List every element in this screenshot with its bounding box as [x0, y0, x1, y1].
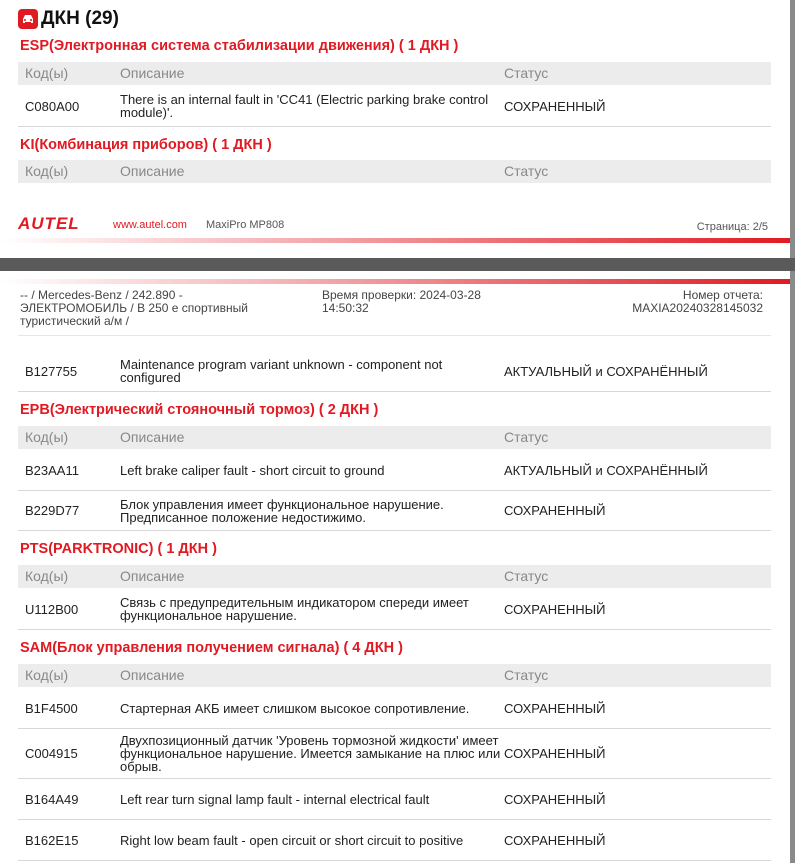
dtc-code: U112B00 — [25, 601, 79, 617]
header-code: Код(ы) — [25, 65, 69, 81]
dtc-description: Left brake caliper fault - short circuit to ground — [120, 462, 385, 478]
car-icon — [18, 9, 38, 29]
table-row — [18, 779, 771, 820]
table-header — [18, 664, 771, 687]
dtc-code: B162E15 — [25, 832, 79, 848]
dtc-status: СОХРАНЕННЫЙ — [504, 832, 606, 848]
table-row — [18, 820, 771, 861]
section-title-epb: EPB(Электрический стояночный тормоз) ( 2 ДКН ) — [20, 402, 379, 418]
header-desc: Описание — [120, 667, 185, 683]
header-desc: Описание — [120, 429, 185, 445]
dtc-status: СОХРАНЕННЫЙ — [504, 791, 606, 807]
dtc-description: Maintenance program variant unknown - component not configured — [120, 357, 443, 385]
dtc-count-title: ДКН (29) — [41, 8, 119, 29]
report-number-label: Номер отчета: — [682, 288, 763, 302]
footer-page-number: Страница: 2/5 — [696, 221, 768, 233]
header-status: Статус — [504, 667, 549, 683]
dtc-status: СОХРАНЕННЫЙ — [504, 503, 606, 518]
table-row — [18, 491, 771, 531]
header-code: Код(ы) — [25, 163, 69, 179]
section-title-esp: ESP(Электронная система стабилизации движения) ( 1 ДКН ) — [20, 38, 459, 54]
footer-model: MaxiPro MP808 — [206, 219, 285, 231]
vehicle-info: -- / Mercedes-Benz / 242.890 - ЭЛЕКТРОМОБИЛЬ / B 250 e спортивный туристический а/м / — [20, 288, 248, 328]
header-code: Код(ы) — [25, 429, 69, 445]
dtc-description: Связь с предупредительным индикатором спереди имеет функциональное нарушение. — [120, 595, 469, 623]
header-desc: Описание — [120, 568, 185, 584]
dtc-code: B229D77 — [25, 503, 80, 518]
header-desc: Описание — [120, 65, 185, 81]
table-row — [18, 589, 771, 630]
dtc-code: B23AA11 — [25, 462, 79, 478]
table-row — [18, 688, 771, 729]
table-row — [18, 729, 771, 779]
divider — [18, 335, 771, 336]
dtc-status: СОХРАНЕННЫЙ — [504, 700, 606, 716]
dtc-status: СОХРАНЕННЫЙ — [504, 98, 606, 114]
report-page-1 — [0, 0, 795, 258]
table-row — [18, 351, 771, 392]
dtc-description: Двухпозиционный датчик 'Уровень тормозной жидкости' имеет функциональное нарушение. Имеется замыкание на плюс или обрыв. — [120, 733, 501, 774]
header-status: Статус — [504, 65, 549, 81]
report-page-2 — [0, 271, 795, 863]
header-desc: Описание — [120, 163, 185, 179]
check-time: Время проверки: 2024-03-28 14:50:32 — [322, 288, 481, 315]
dtc-description: Стартерная АКБ имеет слишком высокое сопротивление. — [120, 700, 470, 716]
dtc-code: B164A49 — [25, 791, 79, 807]
header-code: Код(ы) — [25, 667, 69, 683]
table-header — [18, 426, 771, 449]
dtc-status: СОХРАНЕННЫЙ — [504, 601, 606, 617]
dtc-header — [18, 8, 119, 30]
table-header — [18, 160, 771, 183]
dtc-code: B127755 — [25, 363, 78, 379]
table-row — [18, 86, 771, 127]
header-accent-bar — [0, 279, 790, 284]
header-status: Статус — [504, 568, 549, 584]
table-header — [18, 565, 771, 588]
dtc-status: АКТУАЛЬНЫЙ и СОХРАНЁННЫЙ — [504, 462, 708, 478]
dtc-description: Блок управления имеет функциональное нарушение. Предписанное положение недостижимо. — [120, 496, 444, 525]
dtc-code: B1F4500 — [25, 700, 78, 716]
page-footer — [0, 207, 790, 247]
section-title-sam: SAM(Блок управления получением сигнала) ( 4 ДКН ) — [20, 640, 403, 656]
report-number-value: MAXIA20240328145032 — [632, 301, 763, 315]
report-number — [543, 289, 763, 315]
dtc-status: СОХРАНЕННЫЙ — [504, 746, 606, 761]
dtc-description: Left rear turn signal lamp fault - internal electrical fault — [120, 791, 430, 807]
dtc-description: Right low beam fault - open circuit or short circuit to positive — [120, 832, 464, 848]
footer-accent-bar — [0, 238, 790, 243]
header-status: Статус — [504, 429, 549, 445]
autel-logo: AUTEL — [18, 214, 80, 233]
dtc-description: There is an internal fault in 'CC41 (Electric parking brake control module)'. — [120, 92, 489, 120]
dtc-code: C004915 — [25, 746, 78, 761]
header-code: Код(ы) — [25, 568, 69, 584]
section-title-pts: PTS(PARKTRONIC) ( 1 ДКН ) — [20, 541, 217, 557]
dtc-status: АКТУАЛЬНЫЙ и СОХРАНЁННЫЙ — [504, 363, 708, 379]
table-header — [18, 62, 771, 85]
table-row — [18, 450, 771, 491]
section-title-ki: KI(Комбинация приборов) ( 1 ДКН ) — [20, 137, 272, 153]
footer-url[interactable]: www.autel.com — [113, 219, 187, 231]
header-status: Статус — [504, 163, 549, 179]
dtc-code: C080A00 — [25, 98, 80, 114]
